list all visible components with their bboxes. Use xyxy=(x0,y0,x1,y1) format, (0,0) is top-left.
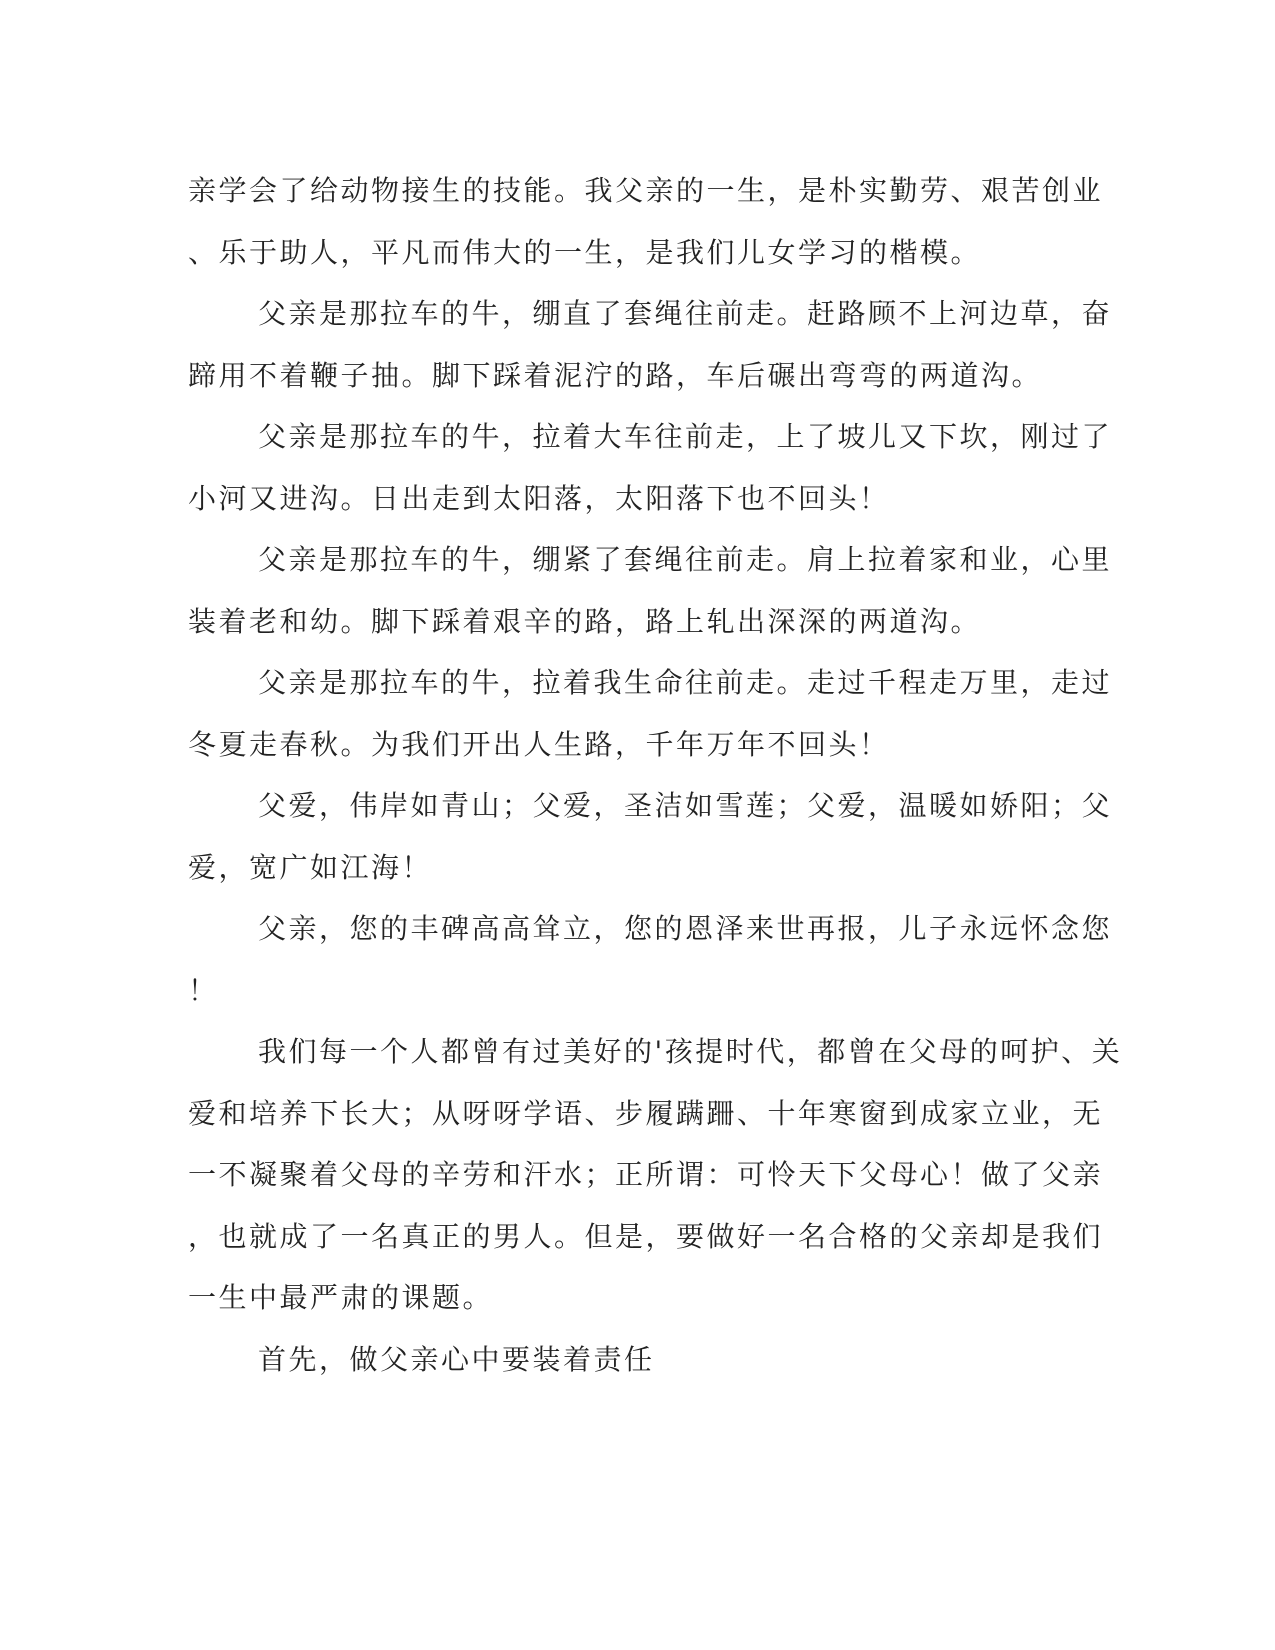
text-line: 爱和培养下长大；从呀呀学语、步履蹒跚、十年寒窗到成家立业，无 xyxy=(188,1096,1104,1130)
text-line: 蹄用不着鞭子抽。脚下踩着泥泞的路，车后碾出弯弯的两道沟。 xyxy=(188,358,1043,392)
text-line: 父亲是那拉车的牛，拉着我生命往前走。走过千程走万里，走过 xyxy=(258,666,1113,699)
text-line: 父爱，伟岸如青山；父爱，圣洁如雪莲；父爱，温暖如娇阳；父 xyxy=(258,789,1113,822)
document-body xyxy=(188,160,1123,1390)
text-line: 、乐于助人，平凡而伟大的一生，是我们儿女学习的楷模。 xyxy=(188,235,982,269)
text-line: ，也就成了一名真正的男人。但是，要做好一名合格的父亲却是我们 xyxy=(188,1219,1104,1253)
text-line: 冬夏走春秋。为我们开出人生路，千年万年不回头！ xyxy=(188,727,890,761)
text-line: 父亲是那拉车的牛，绷直了套绳往前走。赶路顾不上河边草，奋 xyxy=(258,297,1113,330)
text-line: 小河又进沟。日出走到太阳落，太阳落下也不回头！ xyxy=(188,481,890,515)
text-line: 一不凝聚着父母的辛劳和汗水；正所谓：可怜天下父母心！做了父亲 xyxy=(188,1158,1104,1191)
text-line: 父亲是那拉车的牛，绷紧了套绳往前走。肩上拉着家和业，心里 xyxy=(258,543,1113,576)
text-line: 装着老和幼。脚下踩着艰辛的路，路上轧出深深的两道沟。 xyxy=(188,604,982,638)
text-line: 首先，做父亲心中要装着责任 xyxy=(258,1342,655,1376)
text-line: 我们每一个人都曾有过美好的'孩提时代，都曾在父母的呵护、关 xyxy=(258,1035,1123,1068)
text-line: 父亲，您的丰碑高高耸立，您的恩泽来世再报，儿子永远怀念您 xyxy=(258,912,1113,945)
text-line: ！ xyxy=(188,973,219,1007)
text-line: 爱，宽广如江海！ xyxy=(188,850,433,884)
text-line: 亲学会了给动物接生的技能。我父亲的一生，是朴实勤劳、艰苦创业 xyxy=(188,174,1104,207)
text-line: 父亲是那拉车的牛，拉着大车往前走，上了坡儿又下坎，刚过了 xyxy=(258,420,1113,453)
text-line: 一生中最严肃的课题。 xyxy=(188,1281,494,1314)
